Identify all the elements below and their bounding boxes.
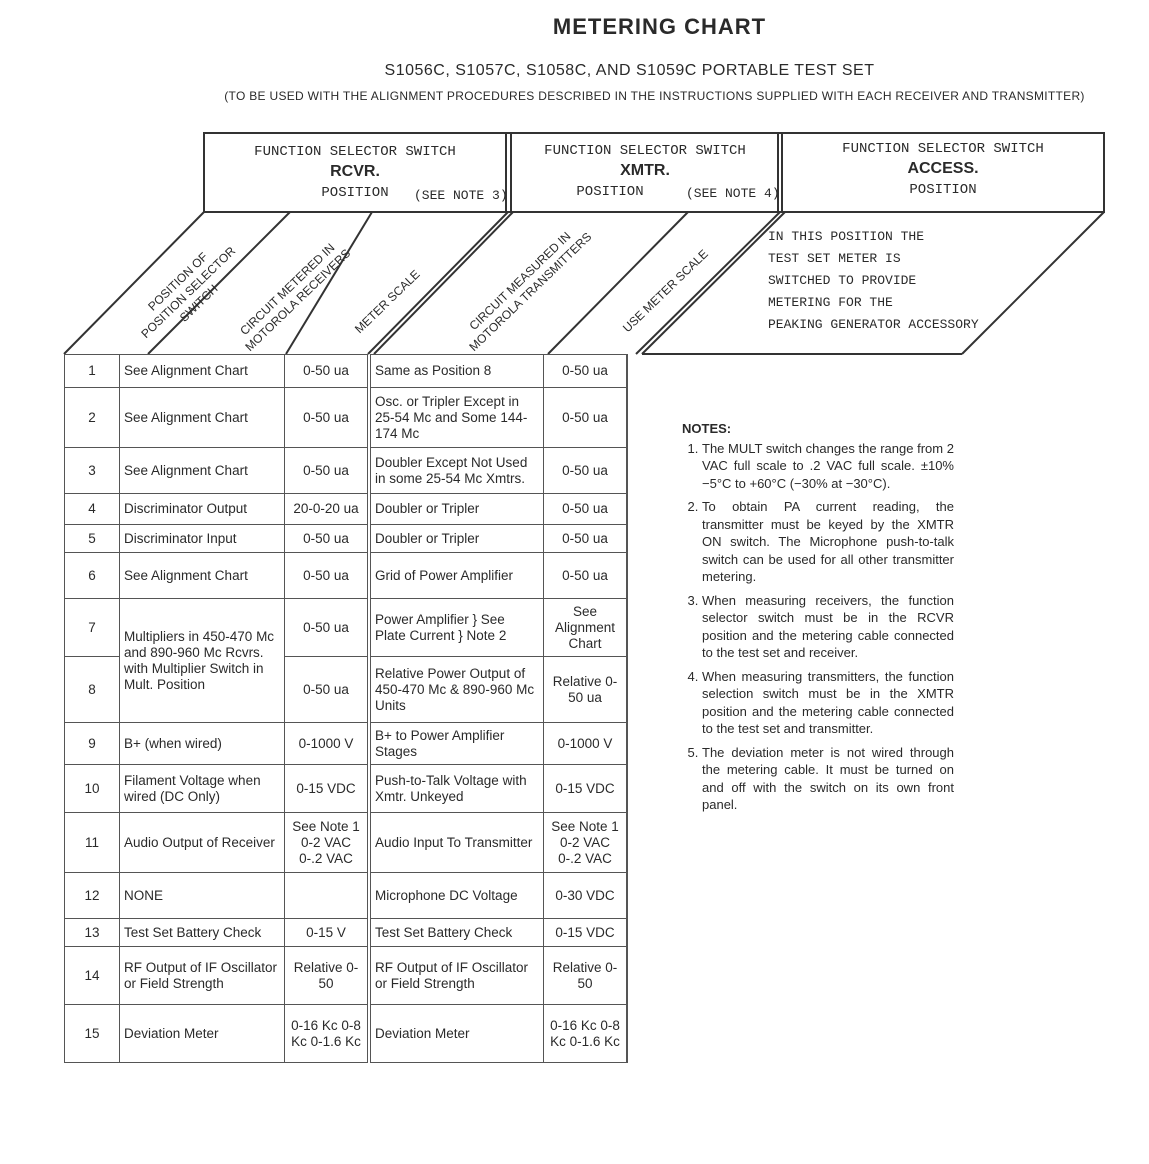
rcvr-circuit: Discriminator Input <box>120 525 285 553</box>
rcvr-scale: See Note 1 0-2 VAC 0-.2 VAC <box>285 813 370 873</box>
position-number: 15 <box>65 1005 120 1063</box>
rcvr-scale: 0-50 ua <box>285 448 370 494</box>
note-item: 1. The MULT switch changes the range from 2 VAC full scale to .2 VAC full scale. ±10% −5°C to +60°C (−30% at −30°C). <box>702 440 954 493</box>
rcvr-scale: 0-50 ua <box>285 388 370 448</box>
rcvr-scale <box>285 873 370 919</box>
table-row <box>65 448 628 494</box>
rcvr-scale: 0-15 VDC <box>285 765 370 813</box>
rcvr-scale: 0-50 ua <box>285 599 370 657</box>
access-header-position: ACCESS. <box>907 160 979 177</box>
rcvr-circuit: B+ (when wired) <box>120 723 285 765</box>
xmtr-scale: 0-30 VDC <box>544 873 628 919</box>
notes-section <box>682 420 954 820</box>
rcvr-scale: 0-16 Kc 0-8 Kc 0-1.6 Kc <box>285 1005 370 1063</box>
access-header-line1: FUNCTION SELECTOR SWITCH <box>842 141 1044 157</box>
xmtr-circuit: Osc. or Tripler Except in 25-54 Mc and Some 144-174 Mc <box>369 388 544 448</box>
position-number: 4 <box>65 494 120 525</box>
xmtr-scale: 0-50 ua <box>544 525 628 553</box>
table-row <box>65 919 628 947</box>
xmtr-scale: 0-1000 V <box>544 723 628 765</box>
xmtr-scale: 0-16 Kc 0-8 Kc 0-1.6 Kc <box>544 1005 628 1063</box>
rcvr-scale: 0-15 V <box>285 919 370 947</box>
col-header-circuit-xmtr: CIRCUIT MEASURED IN MOTOROLA TRANSMITTERS <box>466 229 595 354</box>
notes-list <box>682 440 954 814</box>
rcvr-scale: Relative 0-50 <box>285 947 370 1005</box>
position-number: 10 <box>65 765 120 813</box>
position-number: 6 <box>65 553 120 599</box>
page-subtitle: S1056C, S1057C, S1058C, AND S1059C PORTABLE TEST SET <box>384 62 875 79</box>
position-number: 5 <box>65 525 120 553</box>
position-number: 7 <box>65 599 120 657</box>
rcvr-circuit: See Alignment Chart <box>120 448 285 494</box>
table-row <box>65 947 628 1005</box>
xmtr-scale: Relative 0-50 ua <box>544 657 628 723</box>
page-title: METERING CHART <box>552 14 767 39</box>
xmtr-scale: 0-50 ua <box>544 355 628 388</box>
table-row <box>65 599 628 657</box>
rcvr-circuit: Audio Output of Receiver <box>120 813 285 873</box>
xmtr-circuit: Test Set Battery Check <box>369 919 544 947</box>
note-item: 3. When measuring receivers, the function selector switch must be in the RCVR position and the metering cable connected to the test set and receiver. <box>702 592 954 662</box>
rcvr-circuit: RF Output of IF Oscillator or Field Strength <box>120 947 285 1005</box>
col-header-use-scale: USE METER SCALE <box>620 246 711 336</box>
metering-table <box>64 354 628 1063</box>
access-line-3: SWITCHED TO PROVIDE <box>768 273 917 288</box>
access-line-4: METERING FOR THE <box>768 295 893 310</box>
note-item: 5. The deviation meter is not wired through the metering cable. It must be turned on and off with the switch on its own front panel. <box>702 744 954 814</box>
access-line-2: TEST SET METER IS <box>768 251 901 266</box>
rcvr-circuit: See Alignment Chart <box>120 355 285 388</box>
rcvr-circuit: Filament Voltage when wired (DC Only) <box>120 765 285 813</box>
access-description <box>768 226 979 336</box>
xmtr-scale: 0-50 ua <box>544 553 628 599</box>
table-row <box>65 723 628 765</box>
xmtr-scale: 0-15 VDC <box>544 765 628 813</box>
position-number: 9 <box>65 723 120 765</box>
xmtr-circuit: Grid of Power Amplifier <box>369 553 544 599</box>
xmtr-circuit: Push-to-Talk Voltage with Xmtr. Unkeyed <box>369 765 544 813</box>
xmtr-circuit: B+ to Power Amplifier Stages <box>369 723 544 765</box>
rcvr-circuit: Test Set Battery Check <box>120 919 285 947</box>
position-number: 12 <box>65 873 120 919</box>
position-number: 14 <box>65 947 120 1005</box>
rcvr-circuit: NONE <box>120 873 285 919</box>
rcvr-header-line3: POSITION <box>321 185 389 201</box>
table-row <box>65 1005 628 1063</box>
xmtr-scale: 0-50 ua <box>544 388 628 448</box>
xmtr-scale: 0-50 ua <box>544 448 628 494</box>
xmtr-note-ref: (SEE NOTE 4) <box>686 186 780 201</box>
rcvr-circuit: Multipliers in 450-470 Mc and 890-960 Mc Rcvrs. with Multiplier Switch in Mult. Position <box>120 599 285 723</box>
xmtr-header-line3: POSITION <box>576 184 644 200</box>
rcvr-circuit: See Alignment Chart <box>120 553 285 599</box>
col-header-circuit-rcvr: CIRCUIT METERED IN MOTOROLA RECEIVERS <box>237 240 354 354</box>
xmtr-circuit: Deviation Meter <box>369 1005 544 1063</box>
rcvr-note-ref: (SEE NOTE 3) <box>414 188 508 203</box>
position-number: 3 <box>65 448 120 494</box>
xmtr-circuit: Doubler or Tripler <box>369 494 544 525</box>
xmtr-scale: See Note 1 0-2 VAC 0-.2 VAC <box>544 813 628 873</box>
table-row <box>65 525 628 553</box>
position-number: 11 <box>65 813 120 873</box>
access-header <box>784 139 1102 200</box>
xmtr-header-position: XMTR. <box>620 162 670 179</box>
table-row <box>65 355 628 388</box>
access-line-1: IN THIS POSITION THE <box>768 229 925 244</box>
note-item: 2. To obtain PA current reading, the transmitter must be keyed by the XMTR ON switch. The Microphone push-to-talk switch can be used for all other transmitter metering. <box>702 498 954 586</box>
rcvr-scale: 0-50 ua <box>285 355 370 388</box>
rcvr-scale: 0-50 ua <box>285 657 370 723</box>
rcvr-scale: 0-1000 V <box>285 723 370 765</box>
usage-note: (TO BE USED WITH THE ALIGNMENT PROCEDURES DESCRIBED IN THE INSTRUCTIONS SUPPLIED WITH EACH RECEIVER AND TRANSMITTER) <box>224 89 1085 103</box>
xmtr-circuit: Audio Input To Transmitter <box>369 813 544 873</box>
rcvr-circuit: Deviation Meter <box>120 1005 285 1063</box>
col-header-position: POSITION OF POSITION SELECTOR SWITCH <box>138 243 239 341</box>
access-header-line3: POSITION <box>909 182 977 198</box>
xmtr-scale: 0-15 VDC <box>544 919 628 947</box>
rcvr-circuit: Discriminator Output <box>120 494 285 525</box>
rcvr-header-position: RCVR. <box>330 163 380 180</box>
table-row <box>65 873 628 919</box>
position-number: 1 <box>65 355 120 388</box>
xmtr-circuit: Power Amplifier } See Plate Current } Note 2 <box>369 599 544 657</box>
xmtr-circuit: Same as Position 8 <box>369 355 544 388</box>
xmtr-circuit: RF Output of IF Oscillator or Field Strength <box>369 947 544 1005</box>
table-row <box>65 494 628 525</box>
table-row <box>65 553 628 599</box>
xmtr-circuit: Microphone DC Voltage <box>369 873 544 919</box>
position-number: 8 <box>65 657 120 723</box>
col-header-meter-scale: METER SCALE <box>352 267 423 337</box>
rcvr-scale: 0-50 ua <box>285 553 370 599</box>
table-row <box>65 765 628 813</box>
xmtr-scale: See Alignment Chart <box>544 599 628 657</box>
position-number: 13 <box>65 919 120 947</box>
note-item: 4. When measuring transmitters, the function selection switch must be in the XMTR position and the metering cable connected to the test set and transmitter. <box>702 668 954 738</box>
rcvr-scale: 0-50 ua <box>285 525 370 553</box>
rcvr-header-line1: FUNCTION SELECTOR SWITCH <box>254 144 456 160</box>
xmtr-circuit: Doubler Except Not Used in some 25-54 Mc Xmtrs. <box>369 448 544 494</box>
xmtr-circuit: Relative Power Output of 450-470 Mc & 890-960 Mc Units <box>369 657 544 723</box>
xmtr-header-line1: FUNCTION SELECTOR SWITCH <box>544 143 746 159</box>
xmtr-scale: Relative 0-50 <box>544 947 628 1005</box>
access-line-5: PEAKING GENERATOR ACCESSORY <box>768 317 979 332</box>
table-row <box>65 388 628 448</box>
rcvr-scale: 20-0-20 ua <box>285 494 370 525</box>
notes-heading: NOTES: <box>682 421 732 436</box>
table-row <box>65 813 628 873</box>
xmtr-scale: 0-50 ua <box>544 494 628 525</box>
rcvr-circuit: See Alignment Chart <box>120 388 285 448</box>
position-number: 2 <box>65 388 120 448</box>
xmtr-circuit: Doubler or Tripler <box>369 525 544 553</box>
